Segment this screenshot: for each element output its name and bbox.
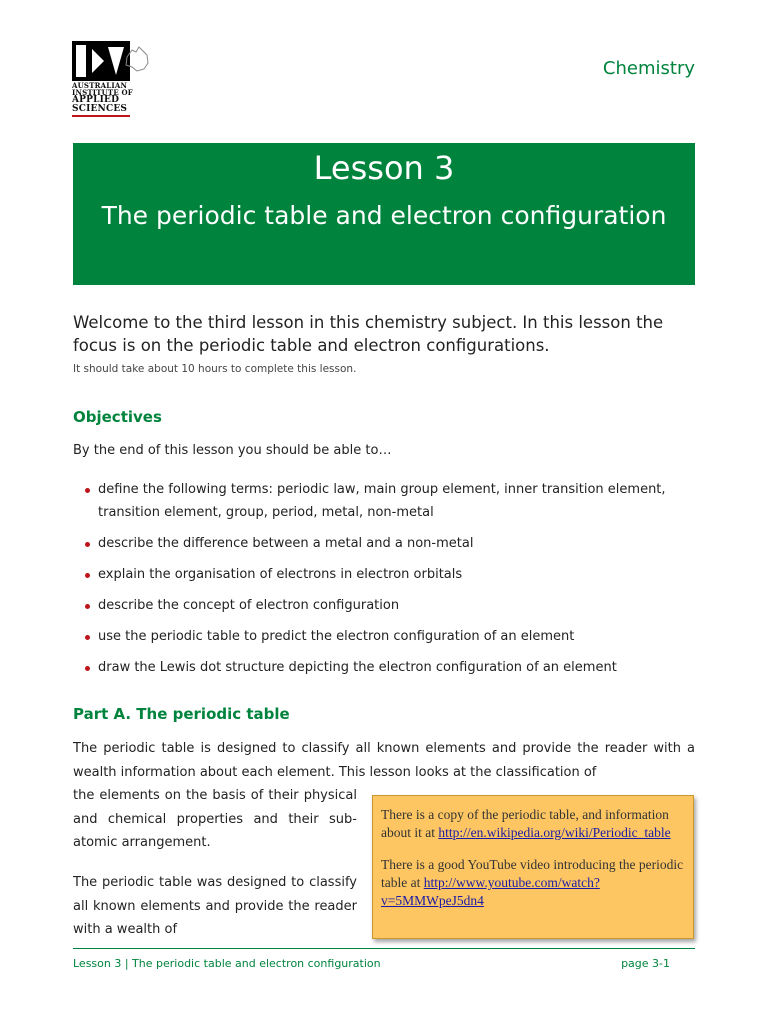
part-a-heading: Part A. The periodic table (73, 705, 290, 723)
part-a-paragraph-1: The periodic table is designed to classify all known elements and provide the reader with a wealth information about each element. This lesson looks at the classification of (73, 741, 695, 780)
callout-paragraph-1: There is a copy of the periodic table, and information about it at http://en.wikipedia.org/wiki/Periodic_table (381, 807, 671, 840)
footer-rule (73, 948, 695, 949)
time-note: It should take about 10 hours to complete this lesson. (73, 363, 357, 375)
list-item: describe the concept of electron configuration (73, 594, 693, 617)
list-item: draw the Lewis dot structure depicting the electron configuration of an element (73, 656, 693, 679)
footer-title: Lesson 3 | The periodic table and electron configuration (73, 957, 381, 970)
wikipedia-link[interactable]: http://en.wikipedia.org/wiki/Periodic_table (438, 825, 671, 840)
list-item: explain the organisation of electrons in electron orbitals (73, 563, 693, 586)
page-number: page 3-1 (621, 957, 670, 970)
callout-paragraph-2: There is a good YouTube video introducing the periodic table at http://www.youtube.com/watch?v=5MMWpeJ5dn4 (381, 857, 684, 908)
logo-emblem-icon (72, 41, 130, 81)
list-item: describe the difference between a metal and a non-metal (73, 532, 693, 555)
intro-lead: Welcome to the third lesson in this chemistry subject. In this lesson the focus is on the periodic table and electron configurations. (73, 313, 664, 355)
logo-underline (72, 115, 130, 117)
institute-logo (72, 41, 152, 119)
resource-callout (372, 795, 694, 939)
lesson-number: Lesson 3 (313, 149, 455, 187)
youtube-link[interactable]: http://www.youtube.com/watch?v=5MMWpeJ5dn4 (381, 875, 600, 908)
part-a-paragraph-1-cont: the elements on the basis of their physical and chemical properties and their sub-atomic arrangement. (73, 788, 357, 850)
bullet-icon (85, 666, 90, 671)
part-a-paragraph-2: The periodic table was designed to classify all known elements and provide the reader with a wealth of (73, 875, 357, 937)
list-item: use the periodic table to predict the electron configuration of an element (73, 625, 693, 648)
lesson-title: The periodic table and electron configuration (101, 201, 667, 230)
bullet-icon (85, 488, 90, 493)
bullet-icon (85, 604, 90, 609)
australia-outline-icon (124, 45, 150, 75)
list-item: define the following terms: periodic law, main group element, inner transition element, transition element, group, period, metal, non-metal (73, 478, 693, 524)
bullet-icon (85, 635, 90, 640)
bullet-icon (85, 573, 90, 578)
objectives-heading: Objectives (73, 408, 162, 426)
lesson-banner (73, 143, 695, 285)
objectives-list (73, 478, 693, 687)
logo-text: AUSTRALIAN INSTITUTE OF APPLIED SCIENCES (72, 81, 133, 114)
subject-label: Chemistry (602, 58, 695, 79)
objectives-intro: By the end of this lesson you should be able to… (73, 443, 392, 458)
bullet-icon (85, 542, 90, 547)
